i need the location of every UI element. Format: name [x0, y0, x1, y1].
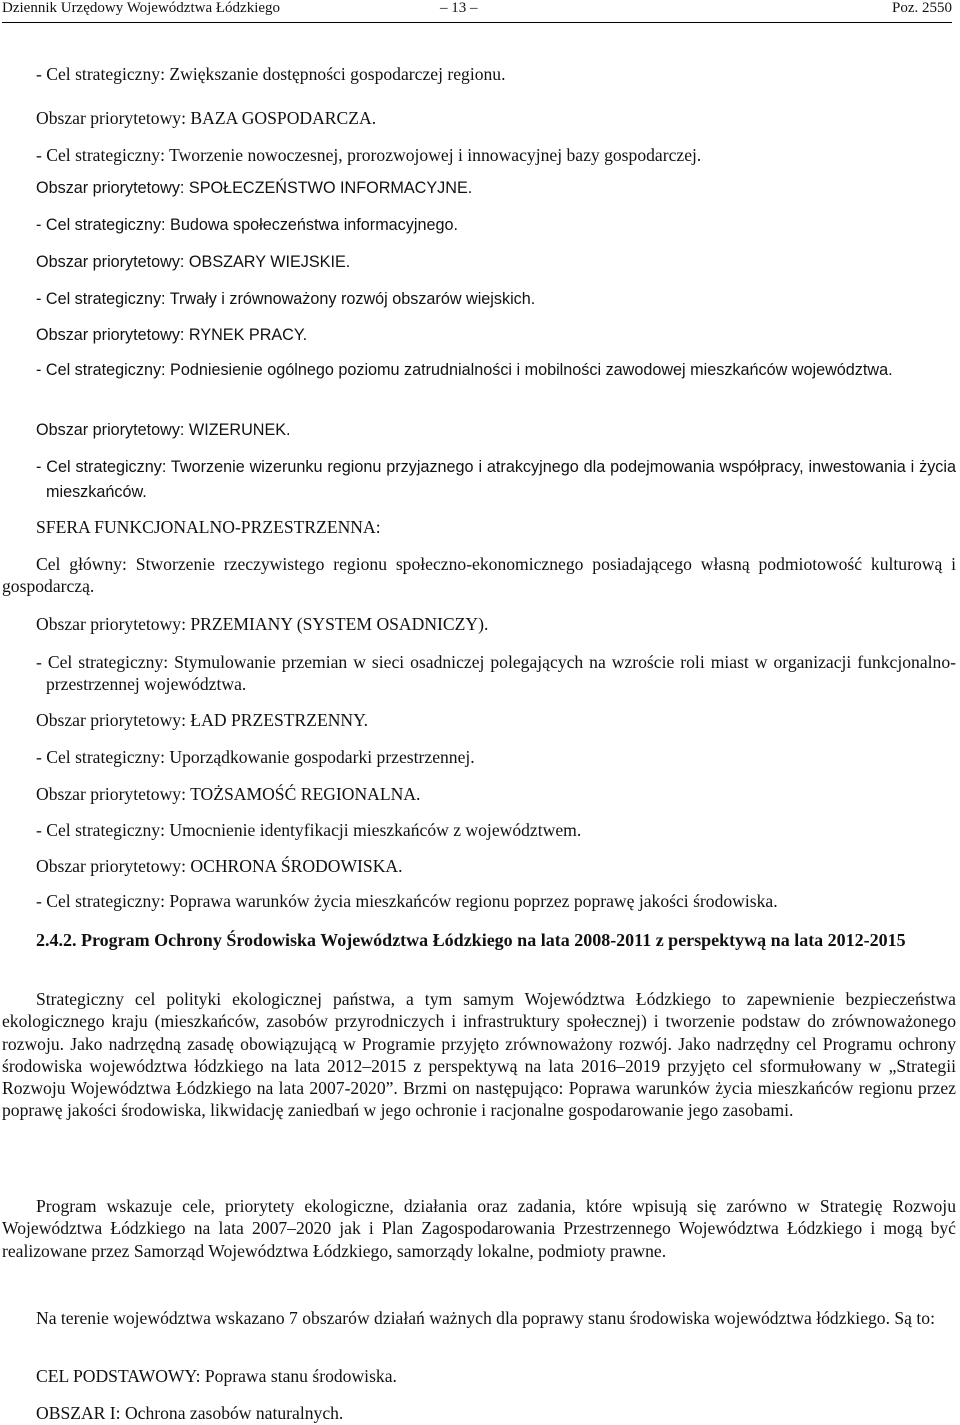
priority-area-line: Obszar priorytetowy: WIZERUNEK. [36, 421, 291, 439]
goal-line: - Cel strategiczny: Tworzenie wizerunku regionu przyjaznego i atrakcyjnego dla podejmowania współpracy, inwestowania i życia mieszkańców. [36, 458, 956, 501]
paragraph: OBSZAR I: Ochrona zasobów naturalnych. [36, 1403, 344, 1423]
position-number: Poz. 2550 [892, 0, 952, 16]
goal-line: - Cel strategiczny: Poprawa warunków życia mieszkańców regionu poprzez poprawę jakości środowiska. [36, 891, 778, 911]
paragraph: Na terenie województwa wskazano 7 obszarów działań ważnych dla poprawy stanu środowiska województwa łódzkiego. Są to: [36, 1308, 935, 1328]
priority-area-line: Obszar priorytetowy: TOŻSAMOŚĆ REGIONALNA. [36, 784, 421, 804]
paragraph: CEL PODSTAWOWY: Poprawa stanu środowiska. [36, 1366, 397, 1386]
goal-line: - Cel strategiczny: Zwiększanie dostępności gospodarczej regionu. [36, 64, 506, 84]
page-number: – 13 – [440, 0, 478, 16]
goal-line: - Cel strategiczny: Umocnienie identyfikacji mieszkańców z województwem. [36, 820, 582, 840]
page-header [2, 0, 952, 23]
goal-line: - Cel strategiczny: Podniesienie ogólnego poziomu zatrudnialności i mobilności zawodowej mieszkańców województwa. [36, 361, 893, 379]
priority-area-line: Obszar priorytetowy: ŁAD PRZESTRZENNY. [36, 710, 368, 730]
priority-area-line: Obszar priorytetowy: BAZA GOSPODARCZA. [36, 108, 377, 128]
goal-line: - Cel strategiczny: Tworzenie nowoczesnej, prorozwojowej i innowacyjnej bazy gospodarczej. [36, 145, 702, 165]
section-title: SFERA FUNKCJONALNO-PRZESTRZENNA: [36, 517, 381, 537]
goal-line: - Cel strategiczny: Uporządkowanie gospodarki przestrzennej. [36, 747, 475, 767]
priority-area-line: Obszar priorytetowy: SPOŁECZEŃSTWO INFORMACYJNE. [36, 179, 473, 197]
priority-area-line: Obszar priorytetowy: RYNEK PRACY. [36, 326, 308, 344]
journal-title: Dziennik Urzędowy Województwa Łódzkiego [2, 0, 281, 16]
priority-area-line: Obszar priorytetowy: PRZEMIANY (SYSTEM OSADNICZY). [36, 614, 489, 634]
goal-line: - Cel strategiczny: Budowa społeczeństwa informacyjnego. [36, 216, 458, 234]
priority-area-line: Obszar priorytetowy: OBSZARY WIEJSKIE. [36, 253, 351, 271]
main-goal-paragraph: Cel główny: Stworzenie rzeczywistego regionu społeczno-ekonomicznego posiadającego własną podmiotowość kulturową i gospodarczą. [2, 554, 956, 597]
priority-area-line: Obszar priorytetowy: OCHRONA ŚRODOWISKA. [36, 856, 403, 876]
section-heading: 2.4.2. Program Ochrony Środowiska Województwa Łódzkiego na lata 2008-2011 z perspektywą na lata 2012-2015 [36, 930, 906, 950]
paragraph: Strategiczny cel polityki ekologicznej państwa, a tym samym Województwa Łódzkiego to zapewnienie bezpieczeństwa ekologicznego kraju (mieszkańców, zasobów przyrodniczych i infrastruktury społecznej) i tworzenie podstaw do zrównoważonego rozwoju. Jako nadrzędną zasadę obowiązującą w Programie przyjęto zrównoważony rozwój. Jako nadrzędny cel Programu ochrony środowiska województwa łódzkiego na lata 2012–2015 z perspektywą na lata 2016–2019 przyjęto cel sformułowany w „Strategii Rozwoju Województwa Łódzkiego na lata 2007-2020”. Brzmi on następująco: Poprawa warunków życia mieszkańców regionu przez poprawę jakości środowiska, likwidację zaniedbań w jego ochronie i racjonalne gospodarowanie jego zasobami. [2, 989, 956, 1121]
goal-line: - Cel strategiczny: Trwały i zrównoważony rozwój obszarów wiejskich. [36, 290, 536, 308]
goal-line: - Cel strategiczny: Stymulowanie przemian w sieci osadniczej polegających na wzroście roli miast w organizacji funkcjonalno-przestrzennej województwa. [36, 652, 956, 695]
paragraph: Program wskazuje cele, priorytety ekologiczne, działania oraz zadania, które wpisują się zarówno w Strategię Rozwoju Województwa Łódzkiego na lata 2007–2020 jak i Plan Zagospodarowania Przestrzennego Województwa Łódzkiego i mogą być realizowane przez Samorząd Województwa Łódzkiego, samorządy lokalne, podmioty prawne. [2, 1196, 956, 1261]
